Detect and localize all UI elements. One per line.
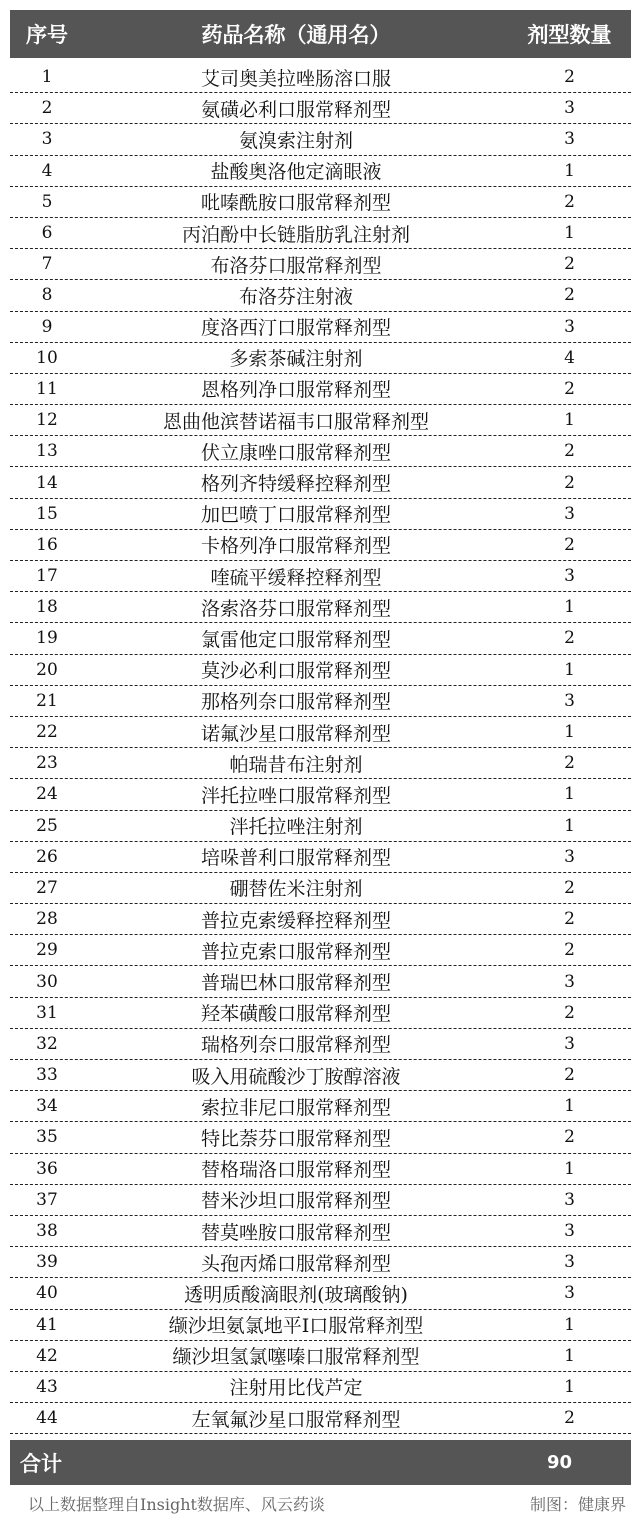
row-drug-name: 羟苯磺酸口服常释剂型 [200, 1003, 391, 1026]
row-index: 18 [36, 597, 58, 618]
row-drug-name: 培哚普利口服常释剂型 [200, 847, 391, 870]
row-drug-name: 氨磺必利口服常释剂型 [200, 98, 391, 121]
table-row [10, 467, 631, 498]
table-row [10, 249, 631, 280]
row-dosage-count: 1 [564, 410, 575, 431]
row-index: 2 [41, 98, 53, 119]
table-row [10, 124, 631, 155]
table-row [10, 592, 631, 623]
row-drug-name: 泮托拉唑注射剂 [229, 816, 363, 839]
row-index: 19 [36, 628, 58, 649]
row-drug-name: 普瑞巴林口服常释剂型 [200, 972, 391, 995]
table-row [10, 998, 631, 1029]
row-drug-name: 氨溴索注射剂 [238, 129, 353, 152]
table-row [10, 561, 631, 592]
table-row [10, 374, 631, 405]
table-row [10, 623, 631, 654]
row-index: 28 [36, 909, 58, 930]
row-dosage-count: 2 [564, 940, 575, 961]
table-row [10, 935, 631, 966]
row-dosage-count: 1 [564, 1314, 575, 1335]
row-drug-name: 加巴喷丁口服常释剂型 [200, 504, 391, 527]
table-row [10, 1247, 631, 1278]
row-drug-name: 索拉非尼口服常释剂型 [200, 1096, 391, 1119]
credit-note: 制图：健康界 [529, 1495, 626, 1514]
row-drug-name: 恩曲他滨替诺福韦口服常释剂型 [162, 410, 429, 433]
row-index: 31 [36, 1002, 58, 1023]
total-value: 90 [546, 1452, 573, 1473]
row-index: 1 [41, 67, 53, 88]
row-index: 33 [36, 1065, 58, 1086]
row-index: 6 [41, 223, 53, 244]
row-dosage-count: 2 [564, 285, 575, 306]
row-dosage-count: 2 [564, 378, 575, 399]
table-row [10, 1216, 631, 1247]
row-dosage-count: 2 [564, 254, 575, 275]
row-dosage-count: 2 [564, 472, 575, 493]
row-drug-name: 普拉克索缓释控释剂型 [200, 909, 391, 932]
table-row [10, 1091, 631, 1122]
row-index: 44 [36, 1408, 58, 1429]
row-index: 36 [36, 1158, 58, 1179]
row-dosage-count: 1 [564, 223, 575, 244]
row-dosage-count: 1 [564, 1345, 575, 1366]
row-drug-name: 硼替佐米注射剂 [229, 878, 363, 901]
row-index: 22 [36, 722, 58, 743]
row-dosage-count: 2 [564, 1408, 575, 1429]
table-row [10, 655, 631, 686]
row-index: 13 [36, 441, 58, 462]
row-index: 26 [36, 846, 58, 867]
row-dosage-count: 1 [564, 815, 575, 836]
row-dosage-count: 1 [564, 1096, 575, 1117]
row-dosage-count: 3 [564, 503, 575, 524]
row-index: 43 [36, 1376, 58, 1397]
row-drug-name: 帕瑞昔布注射剂 [229, 753, 363, 776]
row-index: 17 [36, 566, 58, 587]
row-drug-name: 泮托拉唑口服常释剂型 [200, 784, 391, 807]
table-footer [10, 1440, 631, 1485]
row-drug-name: 注射用比伐芦定 [229, 1377, 363, 1400]
row-dosage-count: 3 [564, 1252, 575, 1273]
row-index: 20 [36, 659, 58, 680]
row-drug-name: 替格瑞洛口服常释剂型 [200, 1159, 391, 1182]
row-drug-name: 格列齐特缓释控释剂型 [200, 473, 391, 496]
row-drug-name: 布洛芬注射液 [238, 285, 353, 308]
header-drug-name: 药品名称（通用名） [201, 23, 391, 47]
row-dosage-count: 2 [564, 1002, 575, 1023]
row-index: 29 [36, 940, 58, 961]
row-drug-name: 普拉克索口服常释剂型 [200, 940, 391, 963]
row-drug-name: 艾司奥美拉唑肠溶口服 [200, 67, 391, 90]
row-dosage-count: 3 [564, 1189, 575, 1210]
table-row [10, 499, 631, 530]
row-dosage-count: 2 [564, 909, 575, 930]
table-row [10, 280, 631, 311]
row-index: 37 [36, 1189, 58, 1210]
table-row [10, 1185, 631, 1216]
row-index: 7 [41, 254, 53, 275]
row-index: 11 [36, 378, 58, 399]
row-index: 35 [36, 1127, 58, 1148]
row-drug-name: 替莫唑胺口服常释剂型 [200, 1221, 391, 1244]
table-row [10, 873, 631, 904]
row-drug-name: 恩格列净口服常释剂型 [200, 379, 391, 402]
row-dosage-count: 1 [564, 597, 575, 618]
table-row [10, 748, 631, 779]
row-index: 23 [36, 753, 58, 774]
row-drug-name: 瑞格列奈口服常释剂型 [200, 1034, 391, 1057]
row-index: 32 [36, 1033, 58, 1054]
row-index: 16 [36, 534, 58, 555]
row-dosage-count: 2 [564, 753, 575, 774]
row-drug-name: 缬沙坦氨氯地平I口服常释剂型 [168, 1315, 424, 1338]
row-dosage-count: 2 [564, 1065, 575, 1086]
row-dosage-count: 1 [564, 722, 575, 743]
row-drug-name: 多索茶碱注射剂 [229, 348, 363, 371]
row-drug-name: 喹硫平缓释控释剂型 [210, 566, 382, 589]
row-dosage-count: 2 [564, 628, 575, 649]
table-row [10, 1341, 631, 1372]
table-row [10, 779, 631, 810]
table-row [10, 530, 631, 561]
row-index: 9 [41, 316, 53, 337]
row-index: 25 [36, 815, 58, 836]
row-index: 30 [36, 971, 58, 992]
row-index: 10 [36, 347, 58, 368]
table-header [10, 10, 631, 58]
row-drug-name: 氯雷他定口服常释剂型 [200, 628, 391, 651]
row-dosage-count: 3 [564, 690, 575, 711]
row-dosage-count: 2 [564, 877, 575, 898]
row-dosage-count: 3 [564, 846, 575, 867]
row-dosage-count: 1 [564, 659, 575, 680]
row-dosage-count: 3 [564, 566, 575, 587]
table-row [10, 717, 631, 748]
row-drug-name: 左氧氟沙星口服常释剂型 [191, 1408, 401, 1431]
table-row [10, 1278, 631, 1309]
table-row [10, 1154, 631, 1185]
row-drug-name: 莫沙必利口服常释剂型 [200, 660, 391, 683]
row-index: 38 [36, 1221, 58, 1242]
source-note: 以上数据整理自Insight数据库、风云药谈 [28, 1495, 325, 1514]
table-row [10, 218, 631, 249]
row-drug-name: 缬沙坦氢氯噻嗪口服常释剂型 [172, 1346, 420, 1369]
row-index: 27 [36, 877, 58, 898]
table-row [10, 1403, 631, 1434]
row-drug-name: 那格列奈口服常释剂型 [200, 691, 391, 714]
row-index: 8 [41, 285, 53, 306]
row-dosage-count: 3 [564, 98, 575, 119]
table-row [10, 686, 631, 717]
row-index: 4 [41, 160, 53, 181]
table-body [10, 62, 631, 1434]
row-index: 42 [36, 1345, 58, 1366]
table-row [10, 811, 631, 842]
table-row [10, 436, 631, 467]
header-index: 序号 [26, 23, 68, 47]
row-dosage-count: 1 [564, 784, 575, 805]
table-row [10, 187, 631, 218]
row-index: 41 [36, 1314, 58, 1335]
row-dosage-count: 3 [564, 316, 575, 337]
table-row [10, 156, 631, 187]
row-dosage-count: 2 [564, 441, 575, 462]
row-drug-name: 替米沙坦口服常释剂型 [200, 1190, 391, 1213]
total-label: 合计 [20, 1451, 62, 1476]
table-row [10, 966, 631, 997]
row-dosage-count: 4 [564, 347, 575, 368]
table-row [10, 1122, 631, 1153]
row-dosage-count: 3 [564, 1221, 575, 1242]
table-row [10, 1029, 631, 1060]
row-drug-name: 盐酸奥洛他定滴眼液 [210, 161, 382, 184]
table-row [10, 842, 631, 873]
row-drug-name: 丙泊酚中长链脂肪乳注射剂 [181, 223, 410, 246]
table-row [10, 1060, 631, 1091]
row-index: 14 [36, 472, 58, 493]
row-dosage-count: 2 [564, 191, 575, 212]
row-dosage-count: 1 [564, 1376, 575, 1397]
row-index: 24 [36, 784, 58, 805]
row-drug-name: 吡嗪酰胺口服常释剂型 [200, 192, 391, 215]
row-drug-name: 诺氟沙星口服常释剂型 [200, 722, 391, 745]
row-index: 15 [36, 503, 58, 524]
row-index: 21 [36, 690, 58, 711]
table-row [10, 62, 631, 93]
row-drug-name: 头孢丙烯口服常释剂型 [200, 1252, 391, 1275]
row-index: 34 [36, 1096, 58, 1117]
table-row [10, 343, 631, 374]
row-index: 3 [41, 129, 53, 150]
table-row [10, 1372, 631, 1403]
row-dosage-count: 1 [564, 160, 575, 181]
row-drug-name: 卡格列净口服常释剂型 [200, 535, 391, 558]
table-row [10, 312, 631, 343]
row-drug-name: 吸入用硫酸沙丁胺醇溶液 [191, 1065, 401, 1088]
row-index: 39 [36, 1252, 58, 1273]
row-index: 5 [41, 191, 53, 212]
row-dosage-count: 1 [564, 1158, 575, 1179]
row-dosage-count: 3 [564, 971, 575, 992]
row-drug-name: 布洛芬口服常释剂型 [210, 254, 382, 277]
row-dosage-count: 3 [564, 1283, 575, 1304]
row-dosage-count: 2 [564, 534, 575, 555]
table-row [10, 904, 631, 935]
row-drug-name: 洛索洛芬口服常释剂型 [200, 597, 391, 620]
row-dosage-count: 3 [564, 1033, 575, 1054]
row-dosage-count: 2 [564, 67, 575, 88]
row-drug-name: 伏立康唑口服常释剂型 [200, 441, 391, 464]
row-index: 40 [36, 1283, 58, 1304]
row-index: 12 [36, 410, 58, 431]
table-row [10, 405, 631, 436]
table-row [10, 1310, 631, 1341]
table-row [10, 93, 631, 124]
header-dosage-count: 剂型数量 [527, 23, 612, 47]
row-drug-name: 特比萘芬口服常释剂型 [200, 1127, 391, 1150]
row-drug-name: 透明质酸滴眼剂(玻璃酸钠) [184, 1283, 408, 1306]
row-drug-name: 度洛西汀口服常释剂型 [200, 317, 391, 340]
row-dosage-count: 2 [564, 1127, 575, 1148]
row-dosage-count: 3 [564, 129, 575, 150]
